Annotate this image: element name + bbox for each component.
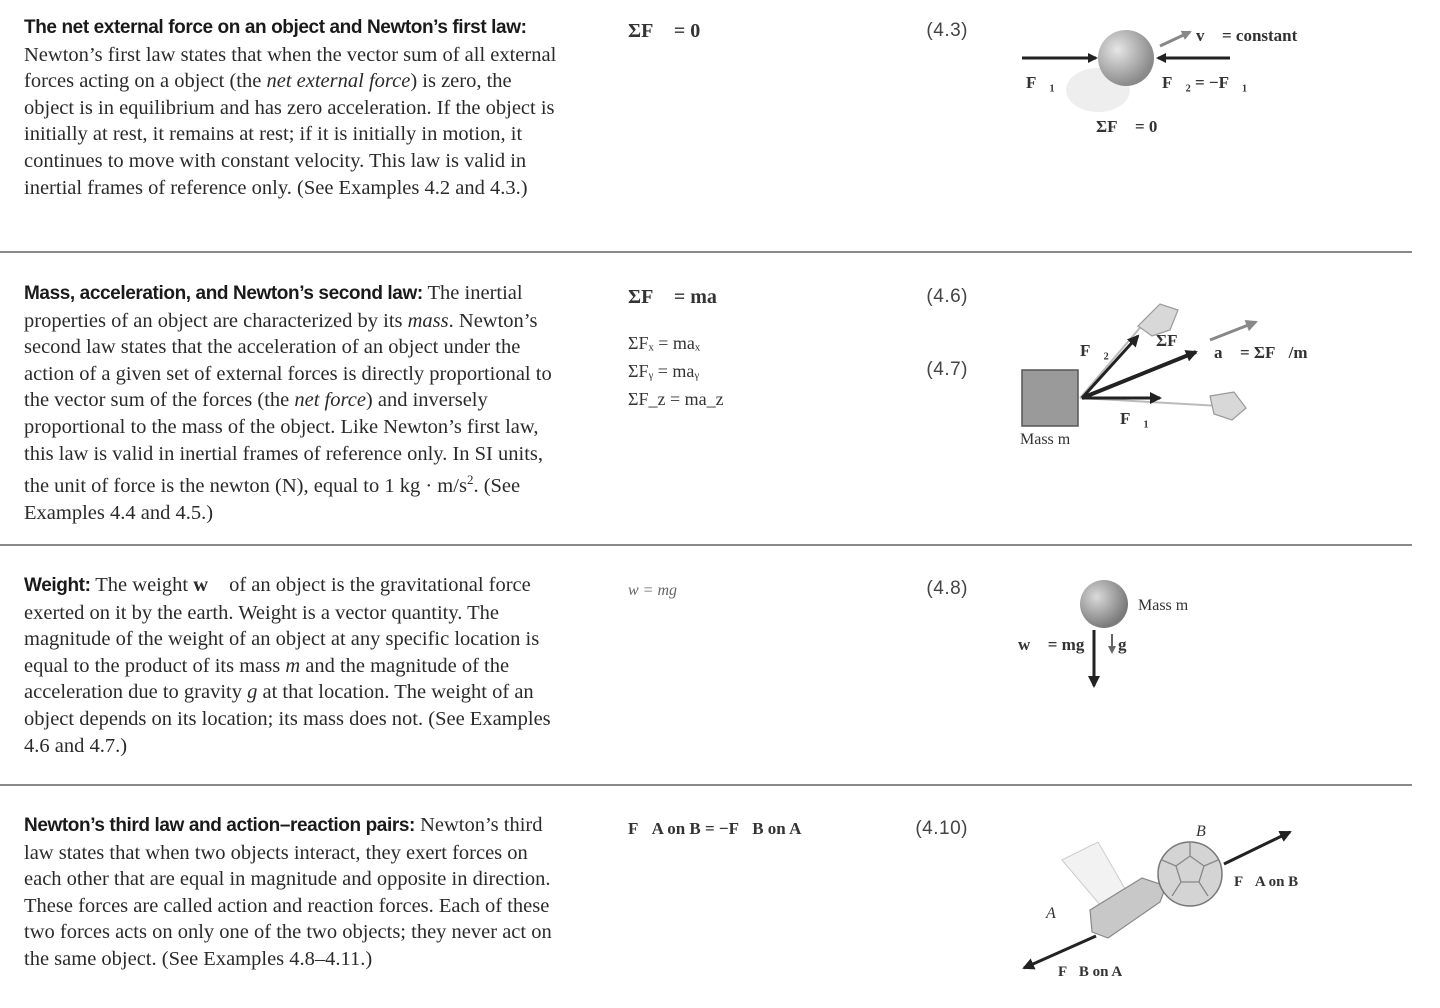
- mass-block: [1022, 370, 1078, 426]
- figure-second-law: [1010, 296, 1320, 466]
- equation-4-7-z: ΣF_z = ma_z: [628, 389, 724, 409]
- label-acceleration: a⃗ = ΣF⃗/m: [1214, 343, 1308, 362]
- mass-ball: [1080, 580, 1128, 628]
- section-2-body-em-net: net force: [294, 389, 366, 412]
- equation-4-6: ΣF⃗ = ma⃗: [628, 286, 733, 308]
- equation-number-4-8: (4.8): [926, 578, 968, 599]
- equation-4-7-y: ΣFᵧ = maᵧ: [628, 361, 700, 381]
- label-mass: Mass m: [1020, 431, 1071, 448]
- label-weight: w⃗ = mg⃗: [1018, 635, 1098, 654]
- equation-number-4-7: (4.7): [926, 359, 968, 380]
- section-1-body-em: net external force: [266, 70, 411, 93]
- equation-number-4-6: (4.6): [926, 286, 968, 307]
- section-3-body-d: at that location. The weight of an object depends on its location; its mass does not. (See Examples 4.6 and 4.7.): [24, 681, 551, 757]
- label-f-a-on-b: F⃗A on B: [1234, 874, 1299, 890]
- section-2-body-sup: 2: [466, 472, 474, 488]
- acceleration-arrow: [1210, 322, 1256, 340]
- section-1-heading: The net external force on an object and Newton’s first law:: [24, 17, 527, 38]
- section-4-body: Newton’s third law states that when two objects interact, they exert forces on each other that are equal in magnitude and opposite in direction. These forces are called action and reaction forces. Each of these two forces acts on only one of the two objects; they never act on the same object. (See Examples 4.8–4.11.): [24, 814, 552, 970]
- divider-3: [0, 784, 1412, 786]
- f-a-on-b-arrow: [1224, 832, 1290, 864]
- figure-third-law: [1010, 816, 1310, 996]
- equation-4-7-x: ΣFₓ = maₓ: [628, 333, 701, 353]
- label-f2: F⃗₂ = −F⃗₁: [1162, 73, 1248, 92]
- section-1-body-a: Newton’s first law states that when the vector sum of all external forces acting on a object (the: [24, 43, 557, 93]
- section-3-body-b: of an object is the gravitational force exerted on it by the earth. Weight is a vector quantity. The magnitude of the weight of an object at any specific location is equal to the product of its mass: [24, 574, 540, 677]
- section-2-body-b: . Newton’s second law states that the acceleration of an object under the action of a given set of external forces is directly proportional to the vector sum of the forces (the: [24, 309, 552, 412]
- label-a: A: [1046, 905, 1056, 922]
- hand-right: [1210, 392, 1246, 420]
- section-2-text: [24, 280, 564, 526]
- section-1-text: [24, 14, 564, 201]
- equation-4-10: F⃗A on B = −F⃗B on A: [628, 819, 802, 838]
- section-3-body-w: w⃗: [193, 574, 224, 596]
- velocity-arrow: [1160, 32, 1190, 46]
- section-3-body-g: g: [247, 681, 258, 704]
- equation-4-8: w = mg: [628, 582, 678, 599]
- section-3-body-c: and the magnitude of the acceleration due to gravity: [24, 654, 510, 704]
- section-2-body-c: ) and inversely proportional to the mass of the object. Like Newton’s first law, this law is valid in inertial frames of reference only. In SI units, the unit of force is the newton (N), equal to 1 kg · m/s: [24, 389, 543, 497]
- equation-number-4-10: (4.10): [915, 818, 968, 839]
- section-3-body-a: The weight: [90, 574, 194, 596]
- section-4-heading: Newton’s third law and action–reaction pairs:: [24, 815, 415, 836]
- section-4-text: [24, 812, 564, 973]
- label-velocity: v⃗ = constant: [1196, 26, 1298, 45]
- section-2-heading: Mass, acceleration, and Newton’s second law:: [24, 283, 423, 304]
- label-f-b-on-a: F⃗B on A: [1058, 964, 1123, 980]
- section-3-heading: Weight:: [24, 575, 91, 596]
- section-2-body-a: The inertial properties of an object are characterized by its: [24, 282, 523, 332]
- label-sum-zero: ΣF⃗ = 0: [1096, 117, 1158, 136]
- label-f2: F⃗₂: [1080, 341, 1109, 360]
- section-2-body-em-mass: mass: [407, 309, 449, 332]
- label-net-force: ΣF⃗: [1156, 331, 1191, 350]
- label-b: B: [1196, 823, 1206, 840]
- section-3-body-m: m: [285, 654, 301, 677]
- section-3-text: [24, 572, 564, 759]
- equation-4-3: ΣF⃗ = 0: [628, 20, 701, 42]
- ball: [1098, 30, 1154, 86]
- section-2-body-d: . (See Examples 4.4 and 4.5.): [24, 474, 521, 524]
- equation-number-4-3: (4.3): [926, 20, 968, 41]
- section-1-body-b: ) is zero, the object is in equilibrium and has zero acceleration. If the object is initially at rest, it remains at rest; if it is initially in motion, it continues to move with constant velocity. This law is valid in inertial frames of reference only. (See Examples 4.2 and 4.3.): [24, 70, 555, 199]
- label-f1: F⃗₁: [1120, 409, 1149, 428]
- label-f1: F⃗₁: [1026, 73, 1055, 92]
- figure-weight: [1010, 574, 1230, 694]
- label-mass: Mass m: [1138, 597, 1189, 614]
- figure-first-law: [1010, 14, 1320, 164]
- divider-2: [0, 544, 1412, 546]
- label-gravity: g⃗: [1118, 635, 1140, 654]
- divider-1: [0, 251, 1412, 253]
